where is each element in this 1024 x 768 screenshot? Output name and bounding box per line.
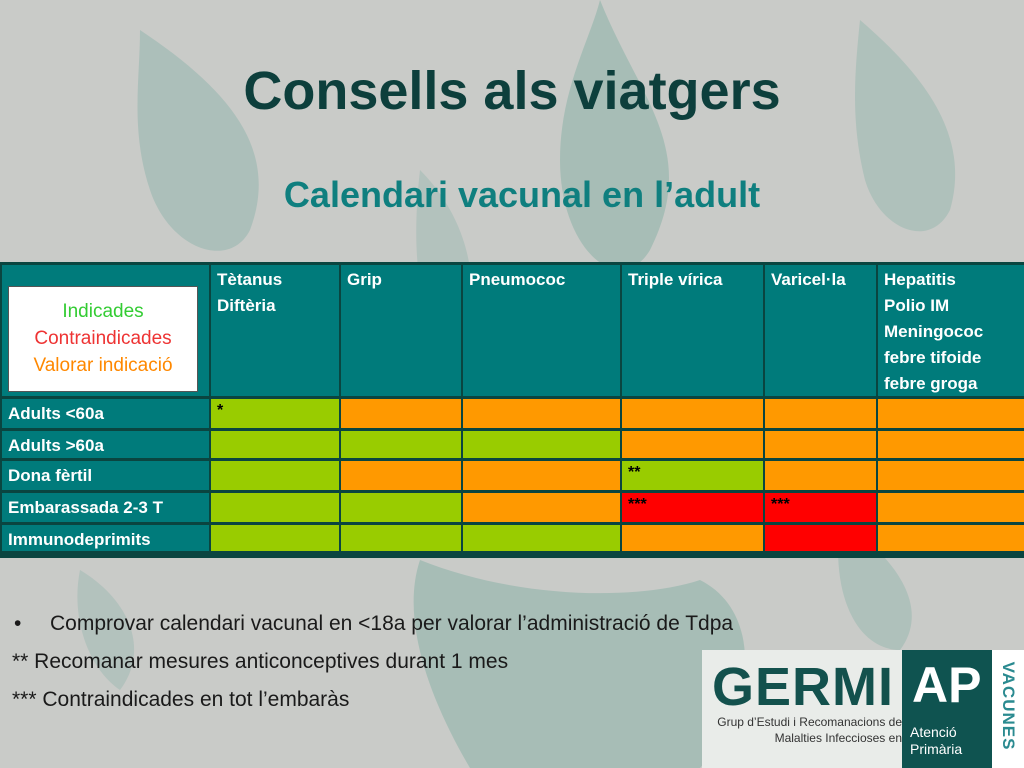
logo-germi-subtitle: Grup d’Estudi i Recomanacions de Malalties Infeccioses en: [717, 715, 902, 745]
column-header-line: febre tifoide: [884, 348, 982, 367]
column-header: [765, 265, 876, 396]
row-label: Immunodeprimits: [2, 525, 209, 551]
row-label: Dona fèrtil: [2, 461, 209, 490]
status-cell: [341, 461, 461, 490]
logo-germi-text: GERMI: [712, 657, 895, 717]
column-header-line: Polio IM: [884, 296, 950, 315]
status-cell: [878, 461, 1024, 490]
logo-ap-text: AP: [912, 657, 982, 713]
status-cell: [622, 525, 763, 551]
status-cell: [211, 525, 339, 551]
logo-ap-block: [902, 650, 992, 768]
legend-contraindicated: Contraindicades: [34, 328, 172, 349]
column-header-line: Hepatitis: [884, 270, 956, 289]
status-cell: [878, 525, 1024, 551]
status-cell: ***: [622, 493, 763, 522]
column-header: [878, 265, 1024, 396]
note-bullet-line: [12, 610, 733, 648]
logo-vacunes-text: VACUNES: [999, 661, 1018, 751]
logo-vacunes-block: [992, 650, 1024, 768]
status-cell: [211, 431, 339, 458]
column-header: [622, 265, 763, 396]
status-cell: [878, 431, 1024, 458]
status-cell: [463, 461, 620, 490]
legend-indicated: Indicades: [62, 301, 144, 322]
column-header-line: Diftèria: [217, 296, 276, 315]
column-header: [341, 265, 461, 396]
status-cell: [765, 525, 876, 551]
status-cell: [341, 399, 461, 428]
bullet-icon: •: [14, 612, 22, 635]
status-cell: [765, 461, 876, 490]
status-cell: [878, 493, 1024, 522]
column-header-line: febre groga: [884, 374, 978, 393]
status-cell: [463, 525, 620, 551]
status-cell: [341, 525, 461, 551]
status-cell: [211, 493, 339, 522]
column-header: [463, 265, 620, 396]
logo-ap-subtitle: Atenció Primària: [910, 724, 963, 757]
column-header: [211, 265, 339, 396]
column-header-line: Meningococ: [884, 322, 984, 341]
status-cell: [463, 493, 620, 522]
status-cell: [341, 431, 461, 458]
slide-title: Consells als viatgers: [243, 61, 781, 121]
footnotes: [12, 610, 733, 724]
status-cell: ***: [765, 493, 876, 522]
status-cell: [622, 399, 763, 428]
status-cell: [463, 399, 620, 428]
note-pregnancy: *** Contraindicades en tot l’embaràs: [12, 688, 350, 711]
row-label: Adults <60a: [2, 399, 209, 428]
column-header-line: Varicel·la: [771, 270, 846, 289]
note-contraception: ** Recomanar mesures anticonceptives durant 1 mes: [12, 650, 509, 673]
status-cell: [341, 493, 461, 522]
column-header-line: Pneumococ: [469, 270, 566, 289]
status-cell: [878, 399, 1024, 428]
vaccination-table: [0, 262, 1024, 558]
status-cell: **: [622, 461, 763, 490]
status-cell: *: [211, 399, 339, 428]
column-header-line: Triple vírica: [628, 270, 723, 289]
legend-assess: Valorar indicació: [33, 355, 173, 376]
legend-box: [8, 286, 198, 392]
row-label: Adults >60a: [2, 431, 209, 458]
status-cell: [622, 431, 763, 458]
status-cell: [765, 431, 876, 458]
row-label: Embarassada 2-3 T: [2, 493, 209, 522]
column-header-line: Tètanus: [217, 270, 283, 289]
column-header-line: Grip: [347, 270, 382, 289]
note-tdpa: Comprovar calendari vacunal en <18a per valorar l’administració de Tdpa: [50, 612, 734, 635]
slide-subtitle: Calendari vacunal en l’adult: [283, 174, 761, 215]
status-cell: [211, 461, 339, 490]
status-cell: [463, 431, 620, 458]
germiap-logo: [702, 650, 1024, 768]
status-cell: [765, 399, 876, 428]
